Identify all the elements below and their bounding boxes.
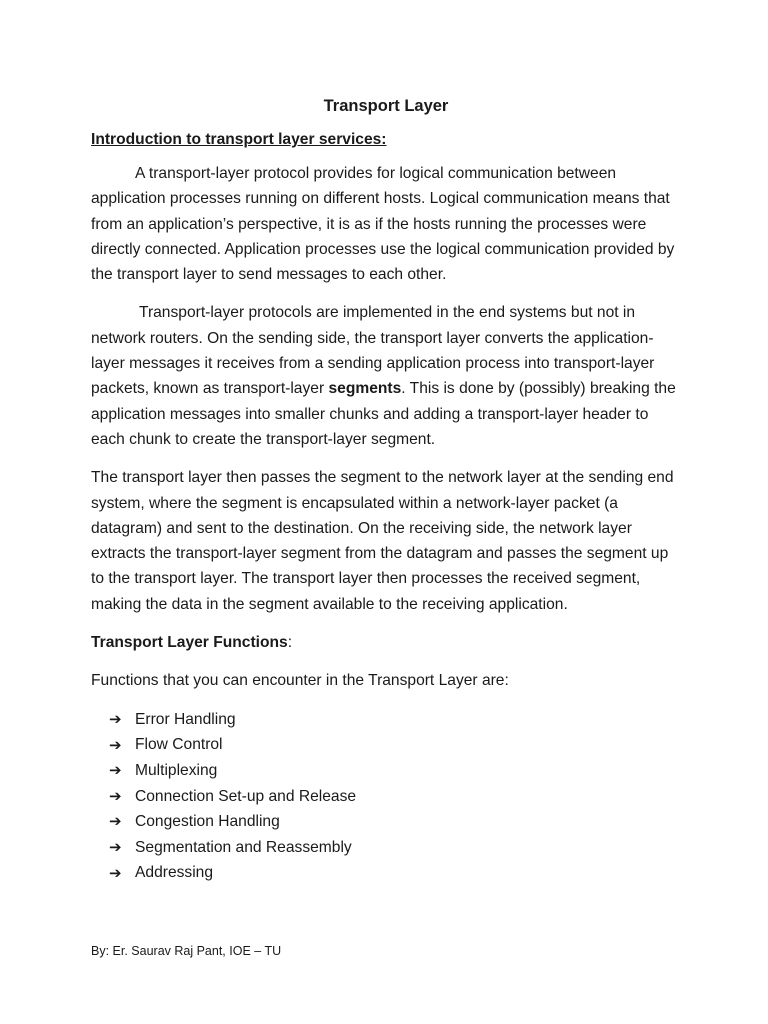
segments-term: segments [328,380,402,398]
functions-intro: Functions that you can encounter in the Transport Layer are: [91,672,509,690]
list-item-label: Error Handling [135,710,236,728]
page-title: Transport Layer [323,97,449,115]
arrow-right-icon: ➔ [109,787,122,805]
paragraph-1: A transport-layer protocol provides for logical communication between application processes running on different hosts. Logical communication means that from an application’s perspective, it is as if the hosts running the processes were directly connected. Application processes use the logical communication provided by the transport layer to send messages to each other. [91,165,675,284]
list-item-label: Congestion Handling [135,813,280,831]
intro-heading: Introduction to transport layer services: [91,131,387,148]
list-item [109,732,681,758]
functions-heading [91,630,681,655]
paragraph-2-text-after: . This is done by (possibly) breaking the application messages into smaller chunks and adding a transport-layer header to each chunk to create the transport-layer segment. [91,380,676,448]
arrow-right-icon: ➔ [109,736,122,754]
list-item-label: Flow Control [135,736,223,754]
paragraph-2-text-before: Transport-layer protocols are implemented in the end systems but not in network routers. On the sending side, the transport layer converts the application-layer messages it receives from a sending application process into transport-layer packets, known as transport-layer [91,304,655,398]
arrow-right-icon: ➔ [109,838,122,856]
arrow-right-icon: ➔ [109,762,122,780]
list-item [109,809,681,835]
list-item-label: Segmentation and Reassembly [135,838,352,856]
list-item [109,707,681,733]
list-item-label: Addressing [135,864,214,882]
list-item [109,758,681,784]
list-item [109,835,681,861]
page-footer: By: Er. Saurav Raj Pant, IOE – TU [91,944,282,958]
functions-heading-colon: : [287,634,293,652]
document-body [91,96,681,886]
list-item [109,783,681,809]
list-item-label: Connection Set-up and Release [135,787,357,805]
functions-list [91,707,681,886]
functions-heading-text: Transport Layer Functions [91,634,288,652]
paragraph-3: The transport layer then passes the segment to the network layer at the sending end system, where the segment is encapsulated within a network-layer packet (a datagram) and sent to the destination. On the receiving side, the network layer extracts the transport-layer segment from the datagram and passes the segment up to the transport layer. The transport layer then processes the received segment, making the data in the segment available to the receiving application. [91,469,674,613]
list-item-label: Multiplexing [135,761,218,779]
paragraph-2 [91,300,681,452]
list-item [109,860,681,886]
arrow-right-icon: ➔ [109,813,122,831]
arrow-right-icon: ➔ [109,864,122,882]
arrow-right-icon: ➔ [109,710,122,728]
